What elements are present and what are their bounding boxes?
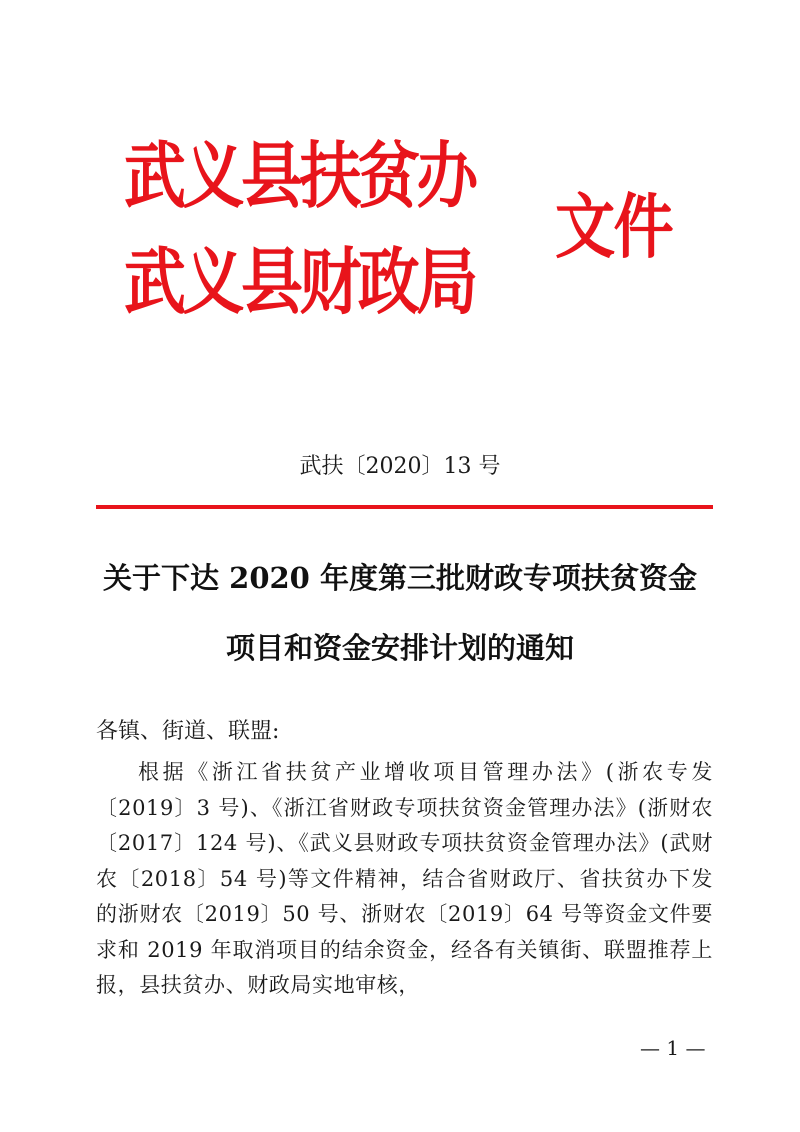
document-number: 武扶〔2020〕13 号 (299, 454, 501, 479)
page-number: — 1 — (640, 1036, 706, 1060)
document-type-label: 文件 (555, 186, 672, 268)
issuer-name-poverty-office: 武义县扶贫办 (124, 134, 475, 218)
document-title-line-1: 关于下达 2020 年度第三批财政专项扶贫资金 (103, 561, 697, 595)
issuer-name-finance-bureau: 武义县财政局 (124, 240, 475, 324)
salutation: 各镇、街道、联盟: (96, 719, 280, 744)
red-divider-line (96, 505, 713, 509)
body-paragraph: 根据《浙江省扶贫产业增收项目管理办法》(浙农专发〔2019〕3 号)、《浙江省财政专项扶贫资金管理办法》(浙财农〔2017〕124 号)、《武义县财政专项扶贫资金管理办法》(武财农〔2018〕54 号)等文件精神，结合省财政厅、省扶贫办下发的浙财农〔2019〕50 号、浙财农〔2019〕64 号等资金文件要求和 2019 年取消项目的结余资金，经各有关镇街、联盟推荐上报，县扶贫办、财政局实地审核， (96, 760, 713, 997)
document-title-line-2: 项目和资金安排计划的通知 (225, 631, 574, 665)
